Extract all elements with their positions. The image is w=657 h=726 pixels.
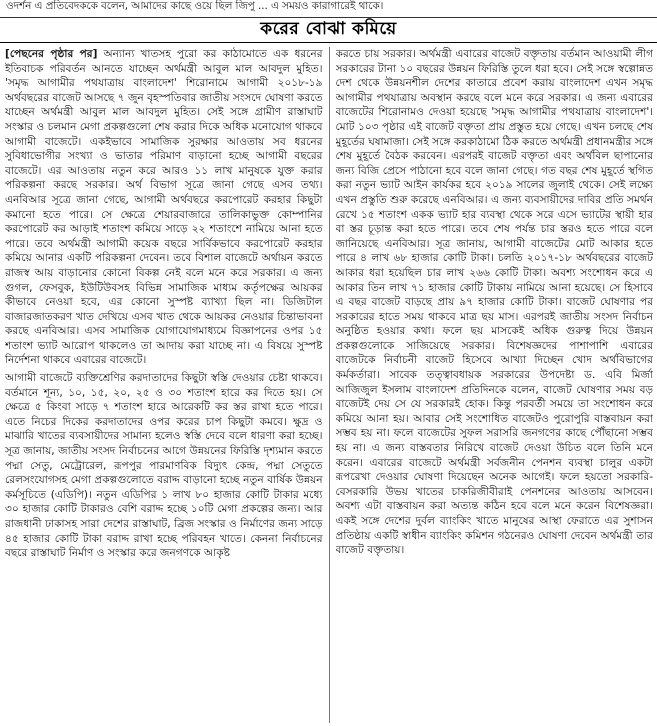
article-paragraph bbox=[5, 47, 323, 368]
article-paragraph: আগামী বাজেটে ব্যক্তিশ্রেণির করদাতাদের কিছুটা স্বস্তি দেওয়ার চেষ্টা থাকবে। বর্তমানে শূন্য, ১০, ১৫, ২০, ২৫ ও ৩০ শতাংশ হারে কর দিতে হয়। সে ক্ষেত্রে ৫ কিংবা সাড়ে ৭ শতাংশ হারে আরেকটি কর স্তর রাখা হতে পারে। এতে নিচের দিকের করদাতাদের ওপর করের চাপ কিছুটা কমবে। ক্ষুদ্র ও মাঝারি খাতের ব্যবসায়ীদের সামান্য হলেও স্বস্তি দেবে বলে ধারণা করা হচ্ছে। সূত্র জানায়, জাতীয় সংসদ নির্বাচনের আগে উন্নয়নের ফিরিস্তি দৃশ্যমান করতে পদ্মা সেতু, মেট্রোরেল, রূপপুর পারমাণবিক বিদ্যুৎ কেন্দ্র, পদ্মা সেতুতে রেলসংযোগসহ মেগা প্রকল্পগুলোতে বরাদ্দ বাড়ানো হচ্ছে নতুন বার্ষিক উন্নয়ন কর্মসূচিতে (এডিপি)। নতুন এডিপির ১ লাখ ৮০ হাজার কোটি টাকার মধ্যে ৩০ হাজার কোটি টাকারও বেশি বরাদ্দ হচ্ছে ১০টি মেগা প্রকল্পের জন্য। আর রাজধানী ঢাকাসহ সারা দেশের রাস্তাঘাট, ব্রিজ সংস্কার ও নির্মাণের জন্য সাড়ে ৪৫ হাজার কোটি টাকা বরাদ্দ রাখা হচ্ছে পরিবহন খাতে। কেননা নির্বাচনের বছরে রাস্তাঘাট নির্মাণ ও সংস্কার করে জনগণকে আকৃষ্ট bbox=[5, 372, 323, 560]
previous-article-continuation: ওদর্শন এ প্রতিবেদককে বলেন, আমাদের কাছে ওয়ে ছিল জিপু ... এ সময়ও কারাগারেই থাকে। bbox=[6, 0, 384, 12]
column-divider bbox=[329, 47, 330, 723]
article-column-2 bbox=[336, 47, 654, 723]
headline-divider bbox=[0, 42, 657, 43]
continuation-kicker: [পেছনের পৃষ্ঠার পর] bbox=[5, 48, 98, 60]
article-paragraph: করতে চায় সরকার। অর্থমন্ত্রী এবারের বাজেট বক্তৃতায় বর্তমান আওয়ামী লীগ সরকারের টানা ১০ বছরের উন্নয়ন ফিরিস্তি তুলে ধরা হবে। সেই সঙ্গে স্বল্পোন্নত দেশ থেকে উন্নয়নশীল দেশের কাতারে প্রবেশ করায় বাংলাদেশ এখন সমৃদ্ধ আগামীর পথযাত্রায় অবস্থান করছে বলে মনে করে সরকার। এ জন্য এবারের বাজেটের শিরোনামও দেওয়া হয়েছে 'সমৃদ্ধ আগামীর পথযাত্রায় বাংলাদেশ'। মোট ১০৩ পৃষ্ঠার এই বাজেট বক্তৃতা প্রায় প্রস্তুত হয়ে গেছে। এখন চলছে শেষ মুহূর্তের ঘষামাজা। সেই সঙ্গে করকাঠামো ঠিক করতে অর্থমন্ত্রী প্রধানমন্ত্রীর সঙ্গে শেষ মুহূর্তে বৈঠক করবেন। এরপরই বাজেট বক্তৃতা এবং অর্থবিল ছাপানোর জন্য বিজি প্রেসে পাঠানো হবে বলে জানা গেছে। গত বছর শেষ মুহূর্তে স্থগিত করা নতুন ভ্যাট আইন কার্যকর হবে ২০১৯ সালের জুলাই থেকে। সেই লক্ষ্যে এখন প্রস্তুতি শুরু করেছে এনবিআর। এ জন্য ব্যবসায়ীদের দাবির প্রতি সমর্থন রেখে ১৫ শতাংশ একক ভ্যাট হার ব্যবস্থা থেকে সরে এসে ভ্যাটের স্থায়ী হার বা স্তর চূড়ান্ত করা হতে পারে। তবে শেষ পর্যন্ত চার স্তরও হতে পারে বলে জানিয়েছে এনবিআর। সূত্র জানায়, আগামী বাজেটের মোট আকার হতে পারে ৪ লাখ ৬৮ হাজার কোটি টাকা। চলতি ২০১৭-১৮ অর্থবছরের বাজেট আকার ধরা হয়েছিল চার লাখ ২৬৬ কোটি টাকা। অবশ্য সংশোধন করে এ আকার তিন লাখ ৭১ হাজার কোটি টাকায় নামিয়ে আনা হয়েছে। সে হিসাবে এ বছর বাজেট বাড়ছে প্রায় ৯৭ হাজার কোটি টাকা। বাজেট ঘোষণার পর সরকারের হাতে সময় থাকবে মাত্র ছয় মাস। এরপরই জাতীয় সংসদ নির্বাচন অনুষ্ঠিত হওয়ার কথা। ফলে ছয় মাসকেই অধিক গুরুত্ব দিয়ে উন্নয়ন প্রকল্পগুলোকে সাজিয়েছে সরকার। বিশেষজ্ঞদের পাশাপাশি এবারের বাজেটকে নির্বাচনী বাজেট হিসেবে আখ্যা দিচ্ছেন খোদ অর্থবিভাগের কর্মকর্তারা। সাবেক তত্ত্বাবধায়ক সরকারের উপদেষ্টা ড. এবি মির্জা আজিজুল ইসলাম বাংলাদেশ প্রতিদিনকে বলেন, বাজেট ঘোষণার সময় বড় বাজেটই দেয় সে যে সরকারই হোক। কিন্তু পরবর্তী সময়ে তা সংশোধন করে কমিয়ে আনা হয়। আবার সেই সংশোধিত বাজেটও পুরোপুরি বাস্তবায়ন করা সম্ভব হয় না। ফলে বাজেটের সুফল সরাসরি জনগণের কাছে পৌঁছানো সম্ভব হয় না। এ জন্য বাস্তবতার নিরিখে বাজেট দেওয়া উচিত বলে তিনি মনে করেন। এবারের বাজেটে অর্থমন্ত্রী সর্বজনীন পেনশন ব্যবস্থা চালুর একটা রূপরেখা দেওয়ার ঘোষণা দিয়েছেন অনেক আগেই। ফলে হয়তো সরকারি-বেসরকারি উভয় খাতের চাকরিজীবীরাই পেনশনের আওতায় আসবেন। অবশ্য এটা বাস্তবায়ন করা অত্যন্ত কঠিন হবে বলে মনে করেন বিশেষজ্ঞরা। একই সঙ্গে দেশের দুর্বল ব্যাংকিং খাতে মানুষের আস্থা ফেরাতে এর সুশাসন প্রতিষ্ঠায় একটি স্বাধীন ব্যাংকিং কমিশন গঠনেরও ঘোষণা দেবেন অর্থমন্ত্রী তার বাজেট বক্তৃতায়। bbox=[335, 48, 653, 557]
article-column-1 bbox=[5, 47, 323, 723]
article-headline: করের বোঝা কমিয়ে bbox=[260, 19, 397, 39]
paragraph-text: অন্যান্য খাতসহ পুরো কর কাঠামোতে এক ধরনের ইতিবাচক পরিবর্তন আনতে যাচ্ছেন অর্থমন্ত্রী আবুল মাল আবদুল মুহিত। 'সমৃদ্ধ আগামীর পথযাত্রায় বাংলাদেশ' শিরোনামে আগামী ২০১৮-১৯ অর্থবছরের বাজেট আসছে ৭ জুন বৃহস্পতিবার জাতীয় সংসদে ঘোষণা করতে যাচ্ছেন অর্থমন্ত্রী আবুল মাল আবদুল মুহিত। সেই সঙ্গে গ্রামীণ রাস্তাঘাট সংস্কার ও চলমান মেগা প্রকল্পগুলো শেষ করার দিকে অধিক মনোযোগ থাকবে আগামী বাজেটে। একইভাবে সামাজিক সুরক্ষার আওতায় সব ধরনের সুবিধাভোগীর সংখ্যা ও ভাতার পরিমাণ বাড়ানো হচ্ছে আগামী বছরের বাজেটে। এর আওতায় নতুন করে আরও ১১ লাখ মানুষকে যুক্ত করার পরিকল্পনা করছে সরকার। অর্থ বিভাগ সূত্রে জানা গেছে এসব তথ্য। এনবিআর সূত্রে জানা গেছে, আগামী অর্থবছরে করপোরেট করহার কিছুটা কমানো হতে পারে। সে ক্ষেত্রে শেয়ারবাজারে তালিকাভুক্ত কোম্পানির করপোরেট কর আড়াই শতাংশ কমিয়ে সাড়ে ২২ শতাংশে নামিয়ে আনা হতে পারে। তবে অর্থমন্ত্রী আগামী কয়েক বছরে সার্বিকভাবে করপোরেট করহার কমিয়ে আনার একটি পরিকল্পনা দেবেন। তবে বিশাল বাজেটে অর্থায়ন করতে রাজস্ব আয় বাড়ানোর কোনো বিকল্প নেই বলে মনে করে সরকার। এ জন্য গুগল, ফেসবুক, ইউটিউবসহ বিভিন্ন সামাজিক মাধ্যম কর্তৃপক্ষের আয়কর কীভাবে নেওয়া হবে, এর কোনো সুস্পষ্ট ব্যাখ্যা ছিল না। ডিজিটাল বাজারজাতকরণ খাত দেখিয়ে এসব খাত থেকে আয়কর নেওয়ার চিন্তাভাবনা করছে এনবিআর। এসব সামাজিক যোগাযোগমাধ্যমে বিজ্ঞাপনের ওপর ১৫ শতাংশ ভ্যাট আরোপ থাকলেও তা আদায় করা যাচ্ছে না। এ বিষয়ে সুস্পষ্ট নির্দেশনা থাকবে এবারের বাজেটে। bbox=[5, 48, 323, 367]
headline-box bbox=[0, 19, 657, 41]
article-body bbox=[5, 47, 653, 723]
